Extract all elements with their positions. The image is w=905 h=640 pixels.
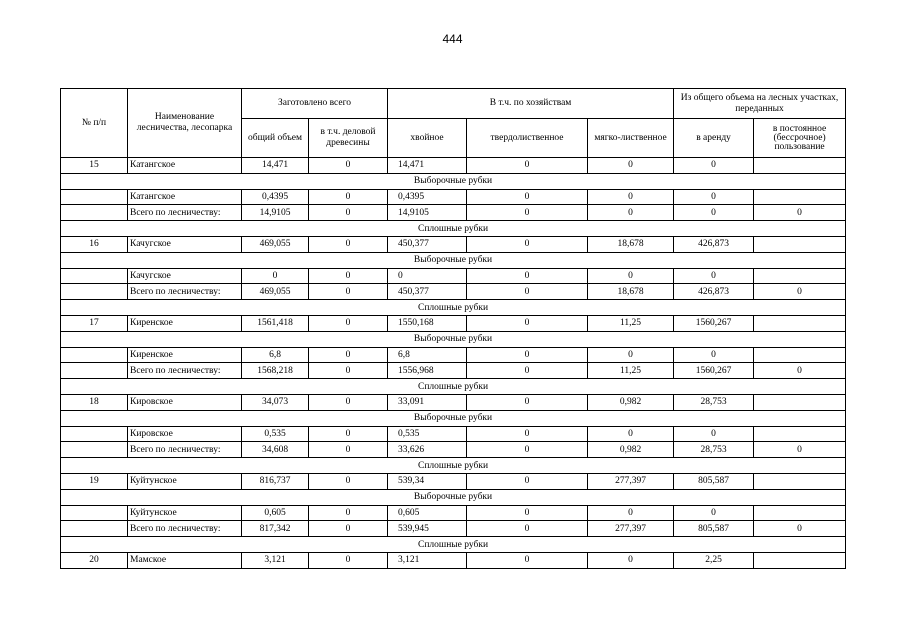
- section-row: [61, 489, 846, 505]
- row-number: 15: [61, 158, 128, 174]
- total-volume: 6,8: [242, 347, 309, 363]
- hardwood-volume: 0: [467, 236, 588, 252]
- section-label: Сплошные рубки: [61, 379, 846, 395]
- softwood-volume: 11,25: [588, 315, 674, 331]
- permanent-use-volume: 0: [754, 442, 846, 458]
- header-name: Наименование лесничества, лесопарка: [128, 89, 242, 158]
- section-label: Сплошные рубки: [61, 300, 846, 316]
- softwood-volume: 0: [588, 158, 674, 174]
- coniferous-volume: 1556,968: [388, 363, 467, 379]
- coniferous-volume: 539,34: [388, 473, 467, 489]
- header-total-group: Заготовлено всего: [242, 89, 388, 119]
- business-wood: 0: [309, 521, 388, 537]
- page-number: 444: [442, 32, 463, 46]
- coniferous-volume: 1550,168: [388, 315, 467, 331]
- lease-volume: 426,873: [674, 236, 754, 252]
- row-number: [61, 205, 128, 221]
- row-number: [61, 521, 128, 537]
- header-num: № п/п: [61, 89, 128, 158]
- forestry-name: Киренское: [128, 347, 242, 363]
- table-row: [61, 442, 846, 458]
- row-number: [61, 189, 128, 205]
- total-volume: 469,055: [242, 236, 309, 252]
- lease-volume: 0: [674, 158, 754, 174]
- lease-volume: 0: [674, 189, 754, 205]
- permanent-use-volume: [754, 268, 846, 284]
- lease-volume: 1560,267: [674, 363, 754, 379]
- section-label: Выборочные рубки: [61, 410, 846, 426]
- business-wood: 0: [309, 394, 388, 410]
- forestry-name: Качугское: [128, 268, 242, 284]
- hardwood-volume: 0: [467, 347, 588, 363]
- hardwood-volume: 0: [467, 189, 588, 205]
- row-number: 17: [61, 315, 128, 331]
- section-row: [61, 410, 846, 426]
- business-wood: 0: [309, 552, 388, 568]
- forestry-name: Всего по лесничеству:: [128, 205, 242, 221]
- table-row: [61, 505, 846, 521]
- total-volume: 1561,418: [242, 315, 309, 331]
- coniferous-volume: 14,471: [388, 158, 467, 174]
- business-wood: 0: [309, 505, 388, 521]
- header-coniferous: хвойное: [388, 119, 467, 158]
- total-volume: 816,737: [242, 473, 309, 489]
- lease-volume: 0: [674, 426, 754, 442]
- row-number: 16: [61, 236, 128, 252]
- coniferous-volume: 33,626: [388, 442, 467, 458]
- forestry-name: Кировское: [128, 394, 242, 410]
- table-row: [61, 284, 846, 300]
- total-volume: 3,121: [242, 552, 309, 568]
- header-softwood: мягко-лиственное: [588, 119, 674, 158]
- total-volume: 14,9105: [242, 205, 309, 221]
- lease-volume: 805,587: [674, 521, 754, 537]
- coniferous-volume: 0,4395: [388, 189, 467, 205]
- hardwood-volume: 0: [467, 426, 588, 442]
- forestry-name: Качугское: [128, 236, 242, 252]
- softwood-volume: 0: [588, 505, 674, 521]
- section-label: Сплошные рубки: [61, 221, 846, 237]
- total-volume: 469,055: [242, 284, 309, 300]
- lease-volume: 0: [674, 268, 754, 284]
- table-row: [61, 205, 846, 221]
- table-row: [61, 473, 846, 489]
- lease-volume: 805,587: [674, 473, 754, 489]
- forestry-name: Киренское: [128, 315, 242, 331]
- table-row: [61, 363, 846, 379]
- row-number: [61, 347, 128, 363]
- softwood-volume: 0: [588, 552, 674, 568]
- permanent-use-volume: [754, 158, 846, 174]
- business-wood: 0: [309, 315, 388, 331]
- table-row: [61, 189, 846, 205]
- coniferous-volume: 6,8: [388, 347, 467, 363]
- softwood-volume: 0: [588, 189, 674, 205]
- forestry-name: Всего по лесничеству:: [128, 442, 242, 458]
- lease-volume: 1560,267: [674, 315, 754, 331]
- table-row: [61, 552, 846, 568]
- header-total-volume: общий объем: [242, 119, 309, 158]
- softwood-volume: 0: [588, 205, 674, 221]
- section-label: Сплошные рубки: [61, 458, 846, 474]
- row-number: 19: [61, 473, 128, 489]
- row-number: [61, 363, 128, 379]
- row-number: [61, 505, 128, 521]
- table-row: [61, 236, 846, 252]
- hardwood-volume: 0: [467, 505, 588, 521]
- section-row: [61, 537, 846, 553]
- lease-volume: 0: [674, 505, 754, 521]
- business-wood: 0: [309, 284, 388, 300]
- softwood-volume: 11,25: [588, 363, 674, 379]
- total-volume: 34,073: [242, 394, 309, 410]
- section-label: Сплошные рубки: [61, 537, 846, 553]
- header-farms-group: В т.ч. по хозяйствам: [388, 89, 674, 119]
- lease-volume: 426,873: [674, 284, 754, 300]
- lease-volume: 28,753: [674, 394, 754, 410]
- hardwood-volume: 0: [467, 442, 588, 458]
- total-volume: 34,608: [242, 442, 309, 458]
- hardwood-volume: 0: [467, 268, 588, 284]
- table-row: [61, 158, 846, 174]
- table-row: [61, 394, 846, 410]
- section-row: [61, 458, 846, 474]
- header-leased-group: Из общего объема на лесных участках, переданных: [674, 89, 846, 119]
- business-wood: 0: [309, 189, 388, 205]
- permanent-use-volume: [754, 189, 846, 205]
- coniferous-volume: 3,121: [388, 552, 467, 568]
- section-label: Выборочные рубки: [61, 173, 846, 189]
- table-row: [61, 426, 846, 442]
- hardwood-volume: 0: [467, 158, 588, 174]
- forestry-name: Всего по лесничеству:: [128, 363, 242, 379]
- softwood-volume: 18,678: [588, 236, 674, 252]
- permanent-use-volume: [754, 315, 846, 331]
- table-row: [61, 315, 846, 331]
- forestry-name: Катангское: [128, 189, 242, 205]
- row-number: [61, 268, 128, 284]
- total-volume: 0: [242, 268, 309, 284]
- softwood-volume: 0: [588, 268, 674, 284]
- section-row: [61, 331, 846, 347]
- row-number: [61, 442, 128, 458]
- business-wood: 0: [309, 268, 388, 284]
- business-wood: 0: [309, 442, 388, 458]
- permanent-use-volume: [754, 236, 846, 252]
- total-volume: 0,605: [242, 505, 309, 521]
- hardwood-volume: 0: [467, 205, 588, 221]
- row-number: 18: [61, 394, 128, 410]
- header-lease: в аренду: [674, 119, 754, 158]
- hardwood-volume: 0: [467, 363, 588, 379]
- business-wood: 0: [309, 158, 388, 174]
- softwood-volume: 277,397: [588, 473, 674, 489]
- coniferous-volume: 0,605: [388, 505, 467, 521]
- lease-volume: 28,753: [674, 442, 754, 458]
- business-wood: 0: [309, 426, 388, 442]
- lease-volume: 0: [674, 205, 754, 221]
- section-row: [61, 300, 846, 316]
- permanent-use-volume: [754, 505, 846, 521]
- hardwood-volume: 0: [467, 284, 588, 300]
- lease-volume: 2,25: [674, 552, 754, 568]
- total-volume: 0,4395: [242, 189, 309, 205]
- permanent-use-volume: [754, 426, 846, 442]
- total-volume: 1568,218: [242, 363, 309, 379]
- business-wood: 0: [309, 347, 388, 363]
- hardwood-volume: 0: [467, 315, 588, 331]
- permanent-use-volume: [754, 394, 846, 410]
- coniferous-volume: 539,945: [388, 521, 467, 537]
- forestry-name: Катангское: [128, 158, 242, 174]
- table-row: [61, 268, 846, 284]
- coniferous-volume: 0,535: [388, 426, 467, 442]
- hardwood-volume: 0: [467, 521, 588, 537]
- softwood-volume: 277,397: [588, 521, 674, 537]
- forestry-name: Куйтунское: [128, 473, 242, 489]
- coniferous-volume: 450,377: [388, 236, 467, 252]
- row-number: 20: [61, 552, 128, 568]
- section-label: Выборочные рубки: [61, 252, 846, 268]
- business-wood: 0: [309, 205, 388, 221]
- permanent-use-volume: [754, 473, 846, 489]
- forestry-name: Мамское: [128, 552, 242, 568]
- table-body: [61, 158, 846, 569]
- lease-volume: 0: [674, 347, 754, 363]
- hardwood-volume: 0: [467, 552, 588, 568]
- section-row: [61, 252, 846, 268]
- header-business-wood: в т.ч. деловой древесины: [309, 119, 388, 158]
- coniferous-volume: 0: [388, 268, 467, 284]
- softwood-volume: 18,678: [588, 284, 674, 300]
- business-wood: 0: [309, 236, 388, 252]
- softwood-volume: 0,982: [588, 394, 674, 410]
- permanent-use-volume: 0: [754, 521, 846, 537]
- coniferous-volume: 450,377: [388, 284, 467, 300]
- table-row: [61, 347, 846, 363]
- permanent-use-volume: 0: [754, 205, 846, 221]
- section-label: Выборочные рубки: [61, 331, 846, 347]
- header-permanent-use: в постоянное (бессрочное) пользование: [754, 119, 846, 158]
- forestry-name: Всего по лесничеству:: [128, 284, 242, 300]
- hardwood-volume: 0: [467, 473, 588, 489]
- hardwood-volume: 0: [467, 394, 588, 410]
- softwood-volume: 0,982: [588, 442, 674, 458]
- permanent-use-volume: [754, 347, 846, 363]
- business-wood: 0: [309, 363, 388, 379]
- forestry-name: Всего по лесничеству:: [128, 521, 242, 537]
- total-volume: 817,342: [242, 521, 309, 537]
- total-volume: 0,535: [242, 426, 309, 442]
- section-row: [61, 379, 846, 395]
- forestry-name: Кировское: [128, 426, 242, 442]
- business-wood: 0: [309, 473, 388, 489]
- header-hardwood: твердолиственное: [467, 119, 588, 158]
- coniferous-volume: 33,091: [388, 394, 467, 410]
- permanent-use-volume: 0: [754, 284, 846, 300]
- softwood-volume: 0: [588, 426, 674, 442]
- row-number: [61, 284, 128, 300]
- forestry-name: Куйтунское: [128, 505, 242, 521]
- table-row: [61, 521, 846, 537]
- section-row: [61, 173, 846, 189]
- section-label: Выборочные рубки: [61, 489, 846, 505]
- row-number: [61, 426, 128, 442]
- harvest-volume-table: [60, 88, 846, 569]
- permanent-use-volume: [754, 552, 846, 568]
- total-volume: 14,471: [242, 158, 309, 174]
- section-row: [61, 221, 846, 237]
- coniferous-volume: 14,9105: [388, 205, 467, 221]
- permanent-use-volume: 0: [754, 363, 846, 379]
- softwood-volume: 0: [588, 347, 674, 363]
